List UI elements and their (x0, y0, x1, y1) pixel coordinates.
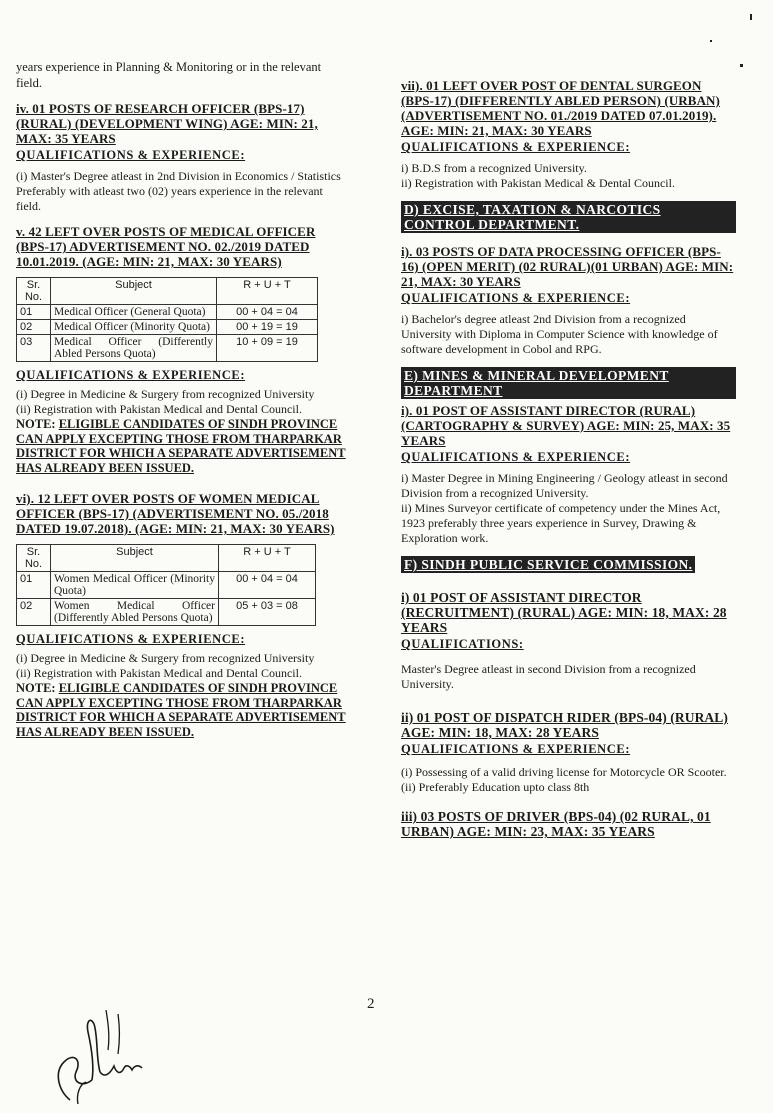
section-heading: i). 03 POSTS OF DATA PROCESSING OFFICER (BPS-16) (OPEN MERIT) (02 RURAL)(01 URBAN) AGE: MIN: 21, MAX: 30 YEARS (401, 244, 734, 289)
table-cell: 02 (17, 320, 51, 335)
section-dental-surgeon (401, 78, 736, 191)
table-row (17, 599, 316, 626)
section-heading: vi). 12 LEFT OVER POSTS OF WOMEN MEDICAL OFFICER (BPS-17) (ADVERTISEMENT NO. 05./2018 DATED 19.07.2018). (AGE: MIN: 21, MAX: 30 YEARS) (16, 491, 335, 536)
qualification-item: (ii) Registration with Pakistan Medical and Dental Council. (16, 666, 302, 680)
scan-mark (710, 40, 712, 42)
qualification-item: i) Master Degree in Mining Engineering / Geology atleast in second Division from a recognized University. (401, 471, 728, 500)
table-cell: 05 + 03 = 08 (219, 599, 316, 626)
department-title: F) SINDH PUBLIC SERVICE COMMISSION. (401, 556, 695, 573)
qualification-item: Master's Degree atleast in second Division from a recognized University. (401, 662, 696, 691)
table-cell: 01 (17, 572, 51, 599)
table-header-row (17, 278, 318, 305)
table-cell: 00 + 19 = 19 (217, 320, 318, 335)
posts-table (16, 544, 316, 626)
table-cell: Women Medical Officer (Differently Abled Persons Quota) (51, 599, 219, 626)
qualifications-heading: QUALIFICATIONS & EXPERIENCE: (401, 140, 631, 154)
column-header: R + U + T (219, 545, 316, 572)
qualification-item: ii) Mines Surveyor certificate of competency under the Mines Act, 1923 preferably three years experience in Survey, Drawing & Exploration work. (401, 501, 721, 545)
scan-mark (740, 64, 743, 67)
column-header: Subject (51, 545, 219, 572)
table-cell: 00 + 04 = 04 (217, 305, 318, 320)
section-women-medical-officer (16, 491, 350, 739)
table-cell: Medical Officer (Minority Quota) (51, 320, 217, 335)
right-column (401, 78, 736, 849)
section-heading: v. 42 LEFT OVER POSTS OF MEDICAL OFFICER (BPS-17) ADVERTISEMENT NO. 02./2019 DATED 10.01.2019. (AGE: MIN: 21, MAX: 30 YEARS) (16, 224, 316, 269)
section-research-officer (16, 101, 350, 214)
qualification-item: (i) Degree in Medicine & Surgery from recognized University (16, 651, 315, 665)
table-row (17, 320, 318, 335)
qualifications-heading: QUALIFICATIONS & EXPERIENCE: (16, 148, 246, 162)
section-heading: iv. 01 POSTS OF RESEARCH OFFICER (BPS-17) (RURAL) (DEVELOPMENT WING) AGE: MIN: 21, MAX: 35 YEARS (16, 101, 318, 146)
qualifications-heading: QUALIFICATIONS & EXPERIENCE: (16, 632, 246, 646)
qualification-item: ii) Registration with Pakistan Medical & Dental Council. (401, 176, 675, 190)
qualification-item: (ii) Preferably Education upto class 8th (401, 780, 590, 794)
section-heading: iii) 03 POSTS OF DRIVER (BPS-04) (02 RURAL, 01 URBAN) AGE: MIN: 23, MAX: 35 YEARS (401, 809, 711, 839)
note-text: ELIGIBLE CANDIDATES OF SINDH PROVINCE CAN APPLY EXCEPTING THOSE FROM THARPARKAR DISTRICT FOR WHICH A SEPARATE ADVERTISEMENT HAS ALREADY BEEN ISSUED. (16, 681, 346, 739)
qualification-item: i) Bachelor's degree atleast 2nd Division from a recognized University with Diploma in Computer Science with knowledge of software development in Cobol and RPG. (401, 312, 718, 356)
table-cell: 01 (17, 305, 51, 320)
note-label: NOTE: (16, 417, 56, 431)
table-cell: Medical Officer (General Quota) (51, 305, 217, 320)
eligibility-note (16, 417, 350, 475)
posts-table (16, 277, 318, 362)
qualification-item: (ii) Registration with Pakistan Medical and Dental Council. (16, 402, 302, 416)
qualifications-heading: QUALIFICATIONS: (401, 637, 524, 651)
section-driver (401, 809, 736, 839)
left-column (16, 60, 350, 749)
section-heading: ii) 01 POST OF DISPATCH RIDER (BPS-04) (RURAL) AGE: MIN: 18, MAX: 28 YEARS (401, 710, 728, 740)
section-heading: i) 01 POST OF ASSISTANT DIRECTOR (RECRUITMENT) (RURAL) AGE: MIN: 18, MAX: 28 YEARS (401, 590, 727, 635)
section-heading: i). 01 POST OF ASSISTANT DIRECTOR (RURAL) (CARTOGRAPHY & SURVEY) AGE: MIN: 25, MAX: 35 YEARS (401, 403, 731, 448)
table-cell: 02 (17, 599, 51, 626)
department-heading-mines (401, 367, 736, 400)
department-title: D) EXCISE, TAXATION & NARCOTICS CONTROL DEPARTMENT. (401, 201, 736, 233)
table-row (17, 572, 316, 599)
scan-mark (750, 14, 752, 20)
section-dispatch-rider (401, 710, 736, 795)
note-label: NOTE: (16, 681, 56, 695)
qualifications-heading: QUALIFICATIONS & EXPERIENCE: (401, 291, 631, 305)
table-cell: 03 (17, 335, 51, 362)
table-cell: 10 + 09 = 19 (217, 335, 318, 362)
qualification-item: i) B.D.S from a recognized University. (401, 161, 587, 175)
department-heading-excise (401, 201, 736, 234)
qualifications-heading: QUALIFICATIONS & EXPERIENCE: (16, 368, 246, 382)
qualification-item: (i) Degree in Medicine & Surgery from recognized University (16, 387, 315, 401)
qualification-item: (i) Master's Degree atleast in 2nd Division in Economics / Statistics Preferably with atleast two (02) years experience in the relevant field. (16, 169, 341, 213)
column-header: Sr. No. (17, 278, 51, 305)
page-number: 2 (367, 996, 375, 1012)
qualifications-heading: QUALIFICATIONS & EXPERIENCE: (401, 450, 631, 464)
table-row (17, 335, 318, 362)
section-assistant-director-recruitment (401, 590, 736, 692)
table-cell: Women Medical Officer (Minority Quota) (51, 572, 219, 599)
department-title: E) MINES & MINERAL DEVELOPMENT DEPARTMENT (401, 367, 736, 399)
section-medical-officer (16, 224, 350, 475)
table-cell: Medical Officer (Differently Abled Persons Quota) (51, 335, 217, 362)
section-data-processing-officer (401, 244, 736, 357)
note-text: ELIGIBLE CANDIDATES OF SINDH PROVINCE CAN APPLY EXCEPTING THOSE FROM THARPARKAR DISTRICT FOR WHICH A SEPARATE ADVERTISEMENT HAS ALREADY BEEN ISSUED. (16, 417, 346, 475)
column-header: R + U + T (217, 278, 318, 305)
department-heading-spsc (401, 556, 736, 574)
table-header-row (17, 545, 316, 572)
eligibility-note (16, 681, 350, 739)
section-assistant-director-cartography (401, 403, 736, 546)
signature-image (48, 1010, 168, 1105)
column-header: Sr. No. (17, 545, 51, 572)
column-header: Subject (51, 278, 217, 305)
table-cell: 00 + 04 = 04 (219, 572, 316, 599)
table-row (17, 305, 318, 320)
qualifications-heading: QUALIFICATIONS & EXPERIENCE: (401, 742, 631, 756)
qualification-item: (i) Possessing of a valid driving license for Motorcycle OR Scooter. (401, 765, 727, 779)
intro-text: years experience in Planning & Monitoring or in the relevant field. (16, 60, 322, 90)
section-heading: vii). 01 LEFT OVER POST OF DENTAL SURGEON (BPS-17) (DIFFERENTLY ABLED PERSON) (URBAN) (ADVERTISEMENT NO. 01./2019 DATED 07.01.2019). AGE: MIN: 21, MAX: 30 YEARS (401, 78, 720, 138)
